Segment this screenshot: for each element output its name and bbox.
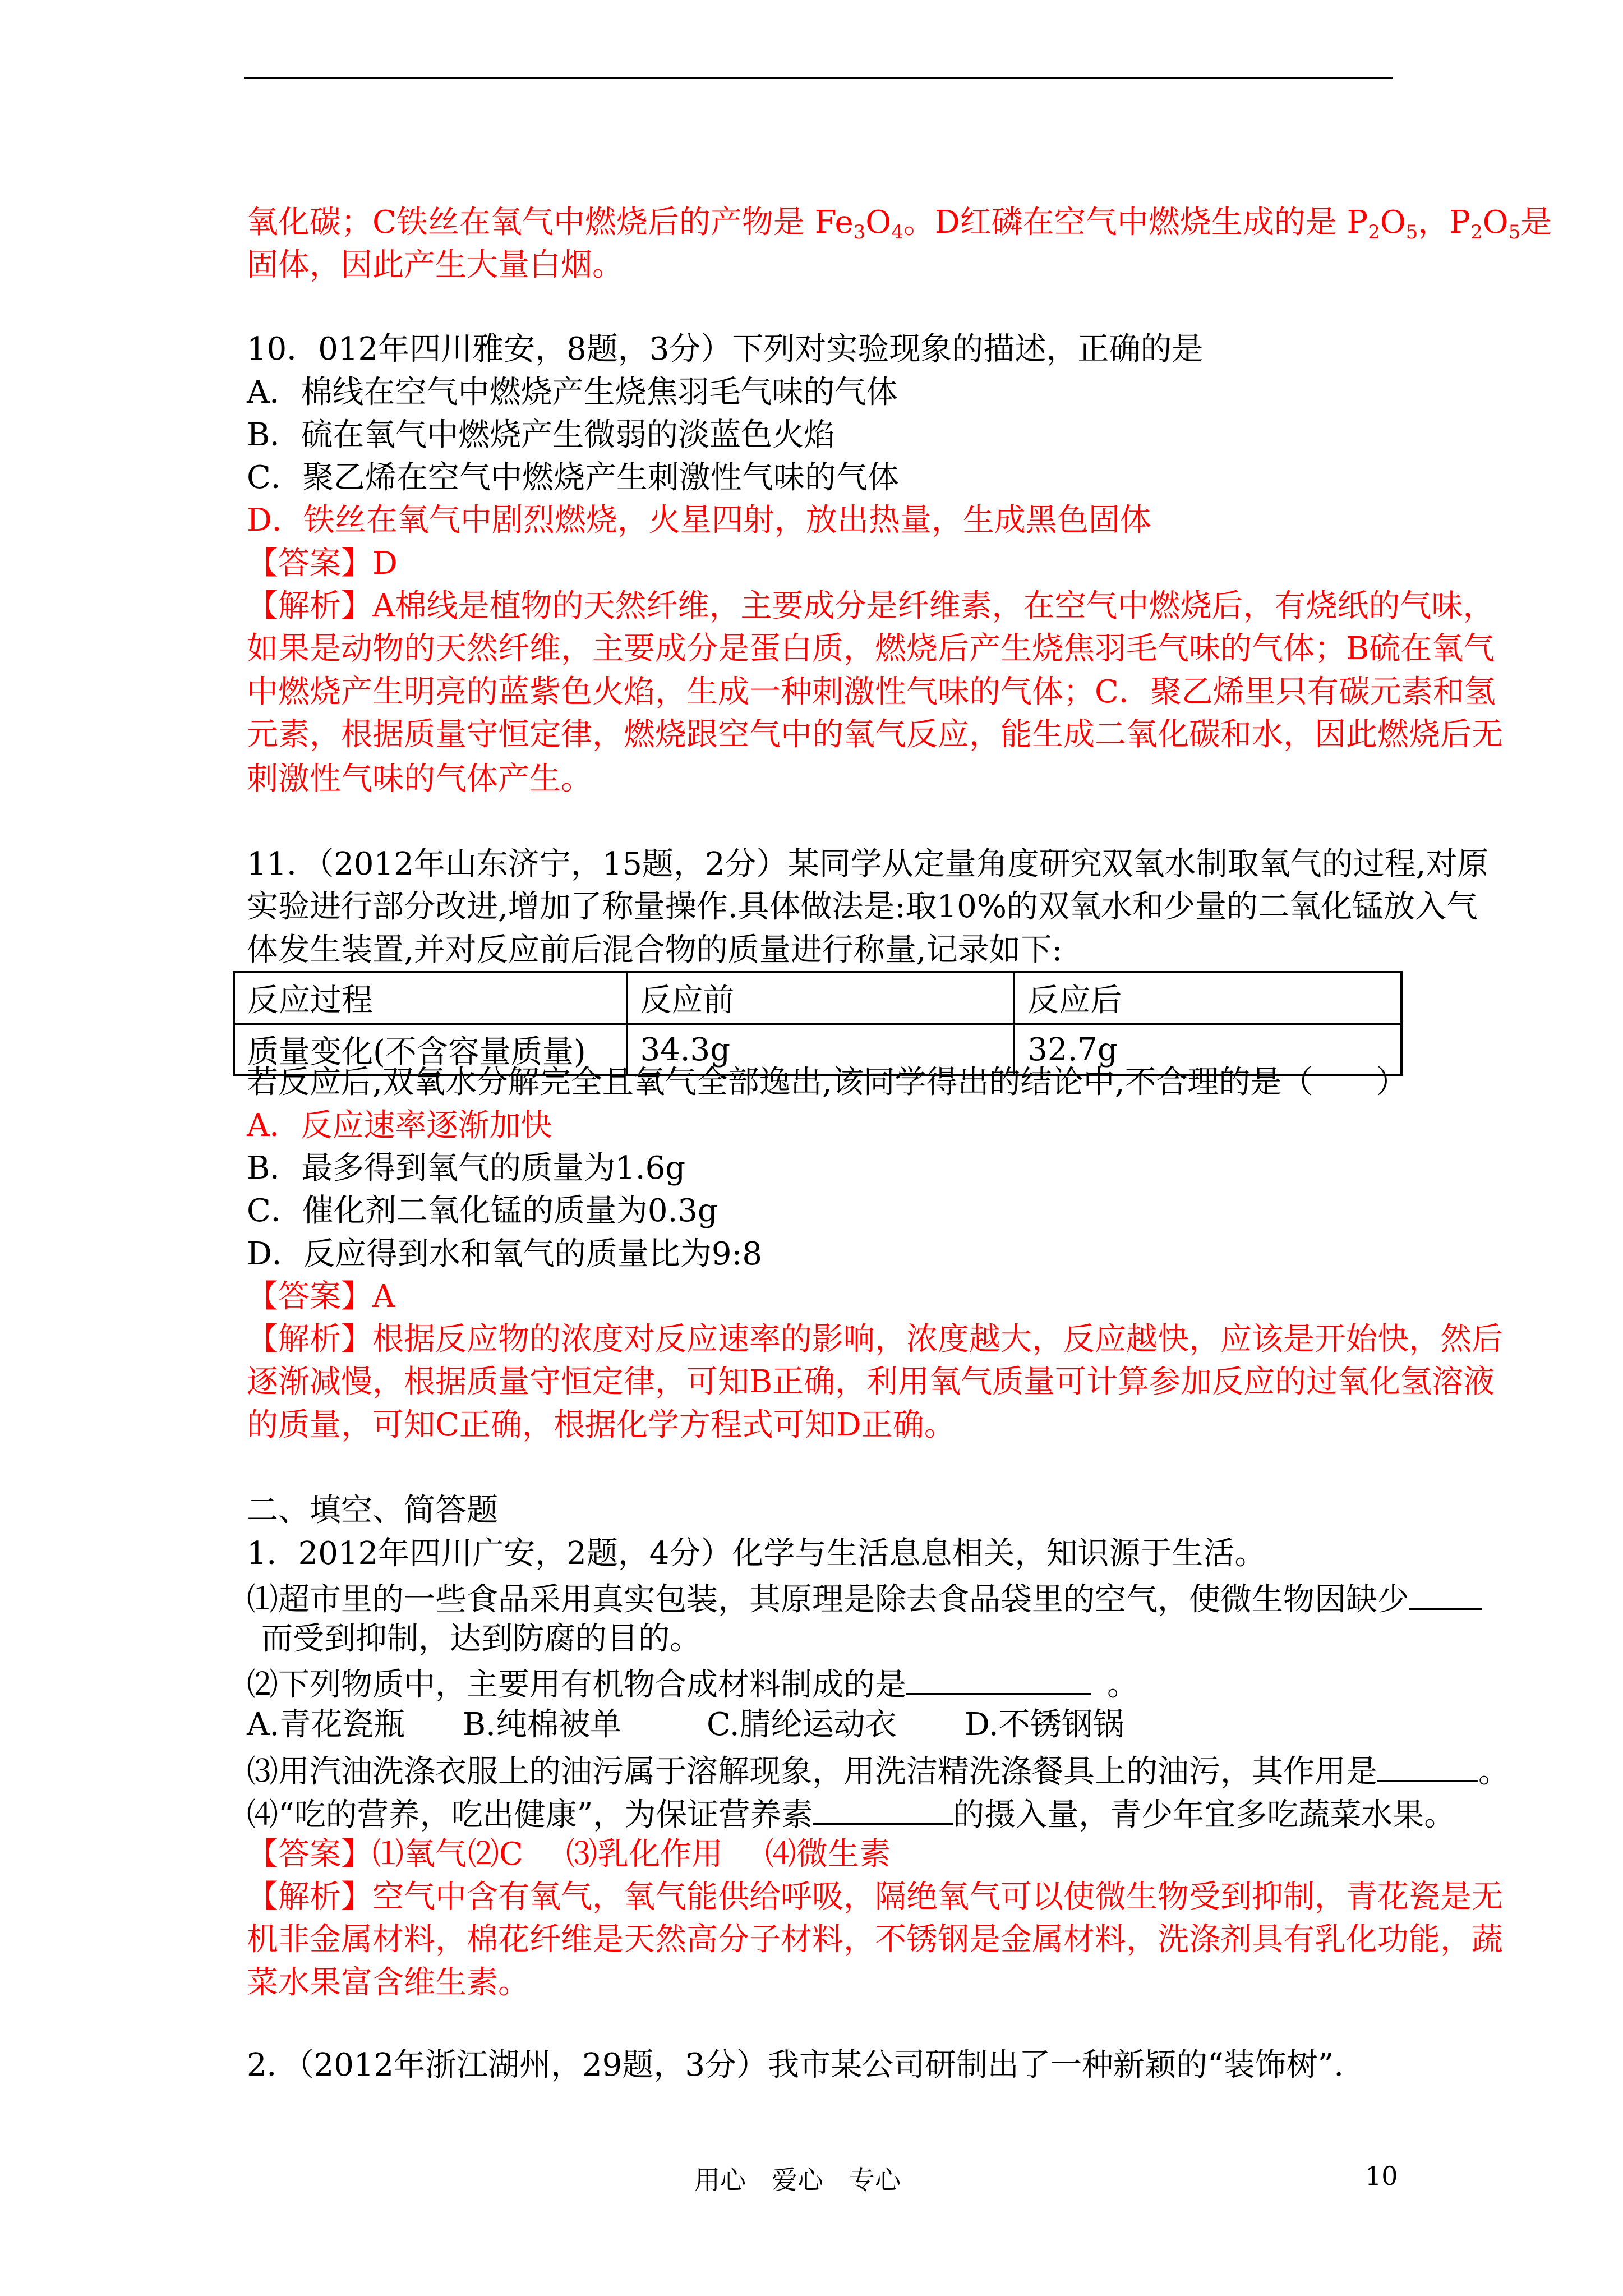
- q10-analysis-line: 如果是动物的天然纤维，主要成分是蛋白质，燃烧后产生烧焦羽毛气味的气体；B硫在氧气: [247, 631, 1495, 667]
- answer-item: ⑴氧气: [372, 1836, 467, 1872]
- answer-blank[interactable]: [906, 1664, 1091, 1695]
- answer-blank[interactable]: [813, 1794, 953, 1825]
- table-cell: 反应前: [627, 972, 1015, 1024]
- subscript: 5: [1405, 221, 1418, 243]
- s2-q1-analysis-line: 【解析】空气中含有氧气，氧气能供给呼吸，隔绝氧气可以使微生物受到抑制，青花瓷是无: [247, 1879, 1503, 1915]
- header-rule: [244, 77, 1393, 79]
- choice-b: B.纯棉被单: [463, 1706, 621, 1743]
- s2-q1-analysis-line: 菜水果富含维生素。: [247, 1964, 529, 2001]
- s2-q1-part2: [247, 1664, 1138, 1703]
- choice-c: C.腈纶运动衣: [707, 1706, 897, 1743]
- text: 的摄入量，青少年宜多吃蔬菜水果。: [953, 1797, 1456, 1833]
- table-row: [234, 972, 1401, 1024]
- choice-a: A.青花瓷瓶: [247, 1706, 405, 1743]
- q11-option-c: C．催化剂二氧化锰的质量为0.3g: [247, 1193, 718, 1229]
- answer-label: 【答案】: [247, 1836, 372, 1872]
- text: ，P: [1418, 204, 1471, 241]
- s2-q1-part3: [247, 1751, 1510, 1790]
- q11-option-a: A．反应速率逐渐加快: [247, 1107, 552, 1144]
- q10-analysis-line: 刺激性气味的气体产生。: [247, 761, 592, 797]
- text: 。: [1478, 1754, 1510, 1790]
- q10-stem: 10．012年四川雅安，8题，3分）下列对实验现象的描述，正确的是: [247, 331, 1204, 367]
- text: 氧化碳；C铁丝在氧气中燃烧后的产物是 Fe: [247, 204, 854, 241]
- q10-option-b: B．硫在氧气中燃烧产生微弱的淡蓝色火焰: [247, 417, 836, 453]
- answer-item: ⑷微生素: [765, 1836, 891, 1872]
- mass-table: [233, 971, 1403, 1076]
- q11-stem-line: 实验进行部分改进,增加了称量操作.具体做法是:取10%的双氧水和少量的二氧化锰放入气: [247, 889, 1478, 925]
- q10-option-c: C．聚乙烯在空气中燃烧产生刺激性气味的气体: [247, 459, 899, 496]
- q10-answer: 【答案】D: [247, 545, 398, 582]
- s2-q1-analysis-line: 机非金属材料，棉花纤维是天然高分子材料，不锈钢是金属材料，洗涤剂具有乳化功能，蔬: [247, 1921, 1503, 1958]
- answer-blank[interactable]: [1377, 1751, 1478, 1782]
- q11-question: 若反应后,双氧水分解完全且氧气全部逸出,该同学得出的结论中,不合理的是（ ）: [247, 1064, 1408, 1101]
- q11-option-d: D．反应得到水和氧气的质量比为9:8: [247, 1236, 763, 1272]
- text: O: [1380, 204, 1406, 241]
- table-cell: 质量变化(不含容量质量): [234, 1024, 627, 1075]
- section-title: 二、填空、简答题: [247, 1492, 498, 1529]
- text: ⑵下列物质中，主要用有机物合成材料制成的是: [247, 1667, 906, 1703]
- text: 。D红磷在空气中燃烧生成的是 P: [903, 204, 1368, 241]
- q10-option-d: D．铁丝在氧气中剧烈燃烧，火星四射，放出热量，生成黑色固体: [247, 502, 1151, 539]
- q11-analysis-line: 【解析】根据反应物的浓度对反应速率的影响，浓度越大，反应越快，应该是开始快，然后: [247, 1321, 1503, 1358]
- s2-q1-part1: [247, 1579, 1482, 1618]
- answer-item: ⑵C: [468, 1836, 523, 1872]
- q11-stem-line: 体发生装置,并对反应前后混合物的质量进行称量,记录如下:: [247, 932, 1063, 968]
- subscript: 2: [1470, 221, 1483, 243]
- s2-q1-stem: 1．2012年四川广安，2题，4分）化学与生活息息相关，知识源于生活。: [247, 1535, 1266, 1572]
- q10-option-a: A．棉线在空气中燃烧产生烧焦羽毛气味的气体: [247, 374, 898, 411]
- table-cell: 反应过程: [234, 972, 627, 1024]
- text: O: [865, 204, 892, 241]
- q11-answer: 【答案】A: [247, 1278, 395, 1315]
- answer-blank[interactable]: [1409, 1579, 1482, 1610]
- subscript: 2: [1368, 221, 1380, 243]
- subscript: 3: [853, 221, 866, 243]
- q10-analysis-line: 【解析】A棉线是植物的天然纤维，主要成分是纤维素，在空气中燃烧后，有烧纸的气味，: [247, 588, 1495, 624]
- s2-q1-answer: [247, 1837, 891, 1872]
- s2-q2-stem: 2．（2012年浙江湖州，29题，3分）我市某公司研制出了一种新颖的“装饰树”.: [247, 2047, 1344, 2083]
- table-cell: 32.7g: [1014, 1024, 1401, 1075]
- prev-analysis-line: 固体，因此产生大量白烟。: [247, 247, 624, 283]
- s2-q1-part4: [247, 1794, 1455, 1833]
- choice-d: D.不锈钢锅: [965, 1706, 1124, 1743]
- q11-analysis-line: 的质量，可知C正确，根据化学方程式可知D正确。: [247, 1407, 956, 1443]
- q11-stem-line: 11．（2012年山东济宁，15题，2分）某同学从定量角度研究双氧水制取氧气的过程,对原: [247, 846, 1489, 882]
- text: ⑶用汽油洗涤衣服上的油污属于溶解现象，用洗洁精洗涤餐具上的油污，其作用是: [247, 1754, 1377, 1790]
- s2-q1-choices: [247, 1707, 1124, 1743]
- text: 是: [1520, 204, 1552, 241]
- q11-analysis-line: 逐渐减慢，根据质量守恒定律，可知B正确，利用氧气质量可计算参加反应的过氧化氢溶液: [247, 1364, 1495, 1400]
- table-cell: 34.3g: [627, 1024, 1015, 1075]
- prev-analysis-line: [247, 205, 1552, 241]
- text: ⑴超市里的一些食品采用真实包装，其原理是除去食品袋里的空气，使微生物因缺少: [247, 1581, 1409, 1618]
- subscript: 4: [891, 221, 903, 243]
- subscript: 5: [1508, 221, 1521, 243]
- text: O: [1482, 204, 1509, 241]
- page-number: 10: [1365, 2161, 1398, 2191]
- q10-analysis-line: 元素，根据质量守恒定律，燃烧跟空气中的氧气反应，能生成二氧化碳和水，因此燃烧后无: [247, 716, 1503, 753]
- text: ⑷“吃的营养，吃出健康”，为保证营养素: [247, 1797, 813, 1833]
- footer-motto: 用心 爱心 专心: [694, 2165, 901, 2195]
- answer-item: ⑶乳化作用: [566, 1836, 723, 1872]
- q10-analysis-line: 中燃烧产生明亮的蓝紫色火焰，生成一种刺激性气味的气体；C．聚乙烯里只有碳元素和氢: [247, 674, 1496, 710]
- s2-q1-part1-cont: 而受到抑制，达到防腐的目的。: [261, 1621, 701, 1657]
- text: 。: [1107, 1667, 1138, 1703]
- q11-option-b: B．最多得到氧气的质量为1.6g: [247, 1150, 686, 1186]
- table-cell: 反应后: [1014, 972, 1401, 1024]
